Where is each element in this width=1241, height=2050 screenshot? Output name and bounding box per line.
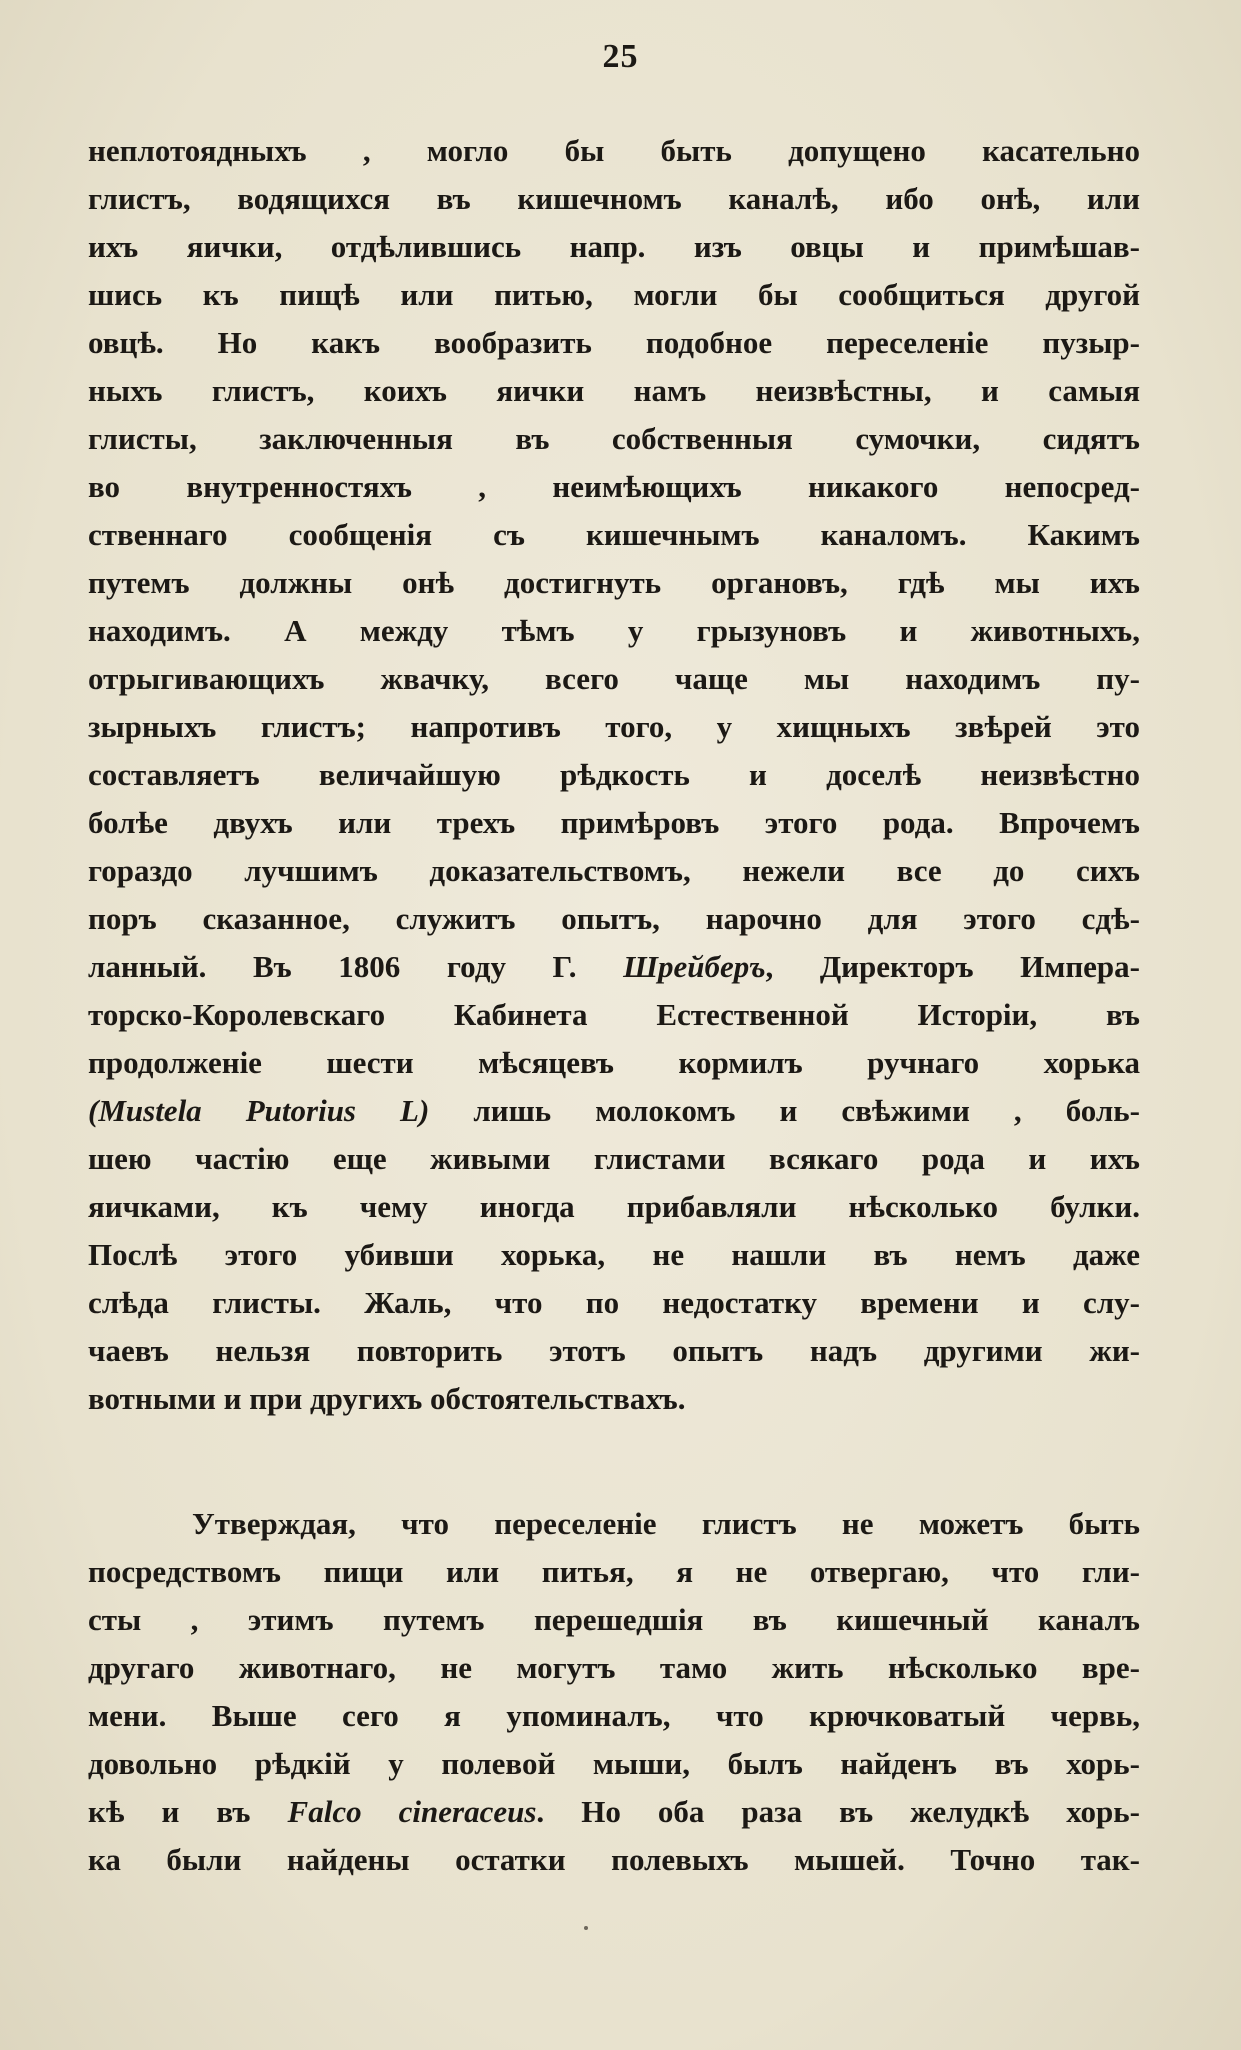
text-line: слѣда глисты. Жаль, что по недостатку времени и слу- <box>88 1285 1140 1320</box>
text-line: яичками, къ чему иногда прибавляли нѣсколько булки. <box>88 1189 1140 1224</box>
text-line: ихъ яички, отдѣлившись напр. изъ овцы и примѣшав- <box>88 229 1140 264</box>
latin-species-name: (Mustela Putorius L) <box>88 1093 430 1128</box>
text-run: . Но оба раза въ желудкѣ хорь- <box>536 1794 1140 1829</box>
text-line: Утверждая, что переселеніе глистъ не можетъ быть <box>192 1506 1140 1541</box>
text-line: шись къ пищѣ или питью, могли бы сообщиться другой <box>88 277 1140 312</box>
text-line: зырныхъ глистъ; напротивъ того, у хищныхъ звѣрей это <box>88 709 1140 744</box>
text-run: лишь молокомъ и свѣжими , боль- <box>429 1093 1140 1128</box>
text-line: мени. Выше сего я упоминалъ, что крючковатый червь, <box>88 1698 1140 1733</box>
paragraph-2 <box>88 1500 1140 1884</box>
paper-speck <box>584 1926 588 1930</box>
text-line <box>88 943 1140 991</box>
text-line: посредствомъ пищи или питья, я не отвергаю, что гли- <box>88 1554 1140 1589</box>
text-line: торско-Королевскаго Кабинета Естественной Исторіи, въ <box>88 997 1140 1032</box>
text-line: находимъ. А между тѣмъ у грызуновъ и животныхъ, <box>88 613 1140 648</box>
text-line: глистъ, водящихся въ кишечномъ каналѣ, ибо онѣ, или <box>88 181 1140 216</box>
text-line: болѣе двухъ или трехъ примѣровъ этого рода. Впрочемъ <box>88 805 1140 840</box>
person-name: Шрейберъ <box>623 949 766 984</box>
text-line: другаго животнаго, не могутъ тамо жить нѣсколько вре- <box>88 1650 1140 1685</box>
text-line <box>88 1087 1140 1135</box>
text-line: овцѣ. Но какъ вообразить подобное переселеніе пузыр- <box>88 325 1140 360</box>
text-line: ственнаго сообщенія съ кишечнымъ каналомъ. Какимъ <box>88 517 1140 552</box>
text-run: ланный. Въ 1806 году Г. <box>88 949 624 984</box>
text-run: кѣ и въ <box>88 1794 288 1829</box>
text-line: довольно рѣдкій у полевой мыши, былъ найденъ въ хорь- <box>88 1746 1140 1781</box>
text-run: , Директоръ Импера- <box>765 949 1140 984</box>
text-line: составляетъ величайшую рѣдкость и доселѣ неизвѣстно <box>88 757 1140 792</box>
text-line: чаевъ нельзя повторить этотъ опытъ надъ другими жи- <box>88 1333 1140 1368</box>
text-line: отрыгивающихъ жвачку, всего чаще мы находимъ пу- <box>88 661 1140 696</box>
text-line: Послѣ этого убивши хорька, не нашли въ немъ даже <box>88 1237 1140 1272</box>
text-line: поръ сказанное, служитъ опытъ, нарочно для этого сдѣ- <box>88 901 1140 936</box>
text-line: глисты, заключенныя въ собственныя сумочки, сидятъ <box>88 421 1140 456</box>
text-line: шею частію еще живыми глистами всякаго рода и ихъ <box>88 1141 1140 1176</box>
text-line: неплотоядныхъ , могло бы быть допущено касательно <box>88 133 1140 168</box>
text-line: ка были найдены остатки полевыхъ мышей. Точно так- <box>88 1842 1140 1877</box>
text-line <box>88 1788 1140 1836</box>
text-line: путемъ должны онѣ достигнуть органовъ, гдѣ мы ихъ <box>88 565 1140 600</box>
paragraph-1 <box>88 127 1140 1423</box>
page-number: 25 <box>602 38 639 75</box>
text-line: вотными и при другихъ обстоятельствахъ. <box>88 1381 686 1416</box>
text-line: ныхъ глистъ, коихъ яички намъ неизвѣстны, и самыя <box>88 373 1140 408</box>
text-line: продолженіе шести мѣсяцевъ кормилъ ручнаго хорька <box>88 1045 1140 1080</box>
latin-species-name: Falco cineraceus <box>287 1794 537 1829</box>
text-line: гораздо лучшимъ доказательствомъ, нежели все до сихъ <box>88 853 1140 888</box>
text-line: сты , этимъ путемъ перешедшія въ кишечный каналъ <box>88 1602 1140 1637</box>
text-line: во внутренностяхъ , неимѣющихъ никакого непосред- <box>88 469 1140 504</box>
